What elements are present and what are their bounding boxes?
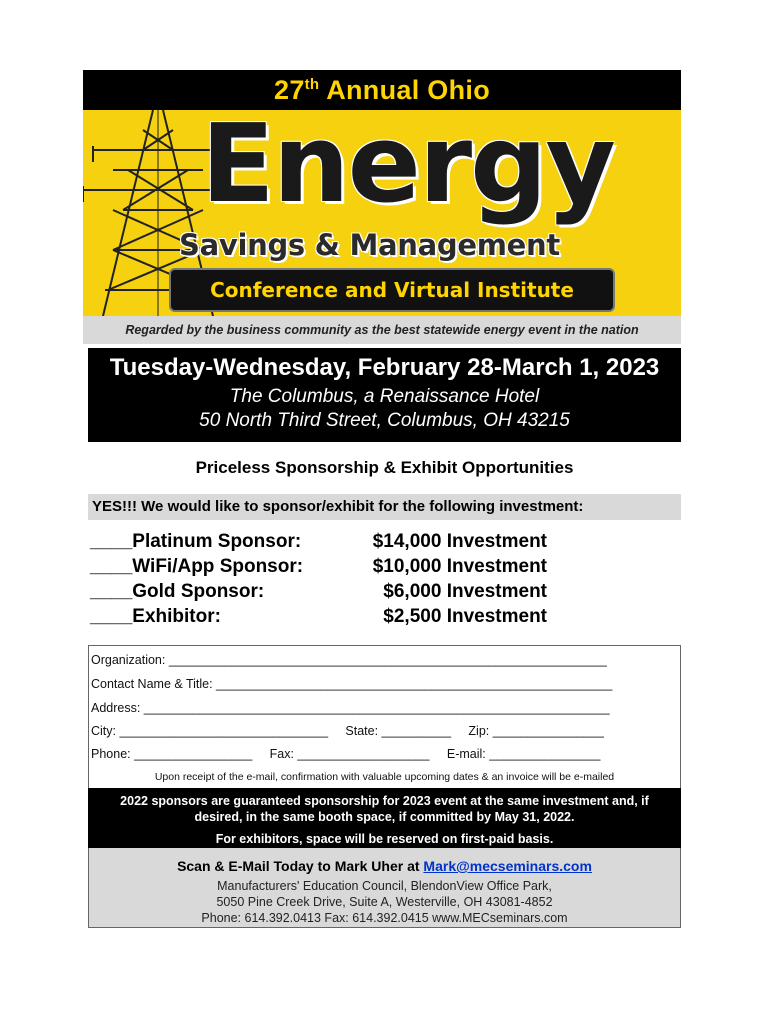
event-address: 50 North Third Street, Columbus, OH 43215 bbox=[199, 410, 570, 431]
city-state-zip-field[interactable]: City: ______________________________ State: __________ Zip: ________________ bbox=[91, 724, 604, 738]
tier-wifi-app-checkbox[interactable]: ____WiFi/App Sponsor: bbox=[90, 556, 304, 577]
tier-wifi-app-amount: $10,000 Investment bbox=[372, 556, 547, 577]
conference-subtitle-box bbox=[171, 270, 613, 310]
sponsor-notice bbox=[88, 788, 681, 848]
tier-platinum-checkbox[interactable]: ____Platinum Sponsor: bbox=[90, 531, 302, 552]
tier-exhibitor-amount: $2,500 Investment bbox=[383, 606, 547, 627]
opportunities-heading: Priceless Sponsorship & Exhibit Opportunities bbox=[195, 458, 574, 477]
contact-box bbox=[88, 848, 681, 928]
tagline: Regarded by the business community as the best statewide energy event in the nation bbox=[125, 323, 639, 337]
receipt-note: Upon receipt of the e-mail, confirmation with valuable upcoming dates & an invoice will be e-mailed bbox=[154, 771, 615, 783]
conference-title: 27th Annual Ohio bbox=[274, 74, 490, 105]
tagline-bar bbox=[83, 316, 681, 344]
event-venue: The Columbus, a Renaissance Hotel bbox=[229, 386, 540, 407]
tier-exhibitor-checkbox[interactable]: ____Exhibitor: bbox=[90, 606, 221, 627]
notice-line: 2022 sponsors are guaranteed sponsorship for 2023 event at the same investment and, if bbox=[120, 794, 649, 808]
registration-form bbox=[88, 645, 681, 788]
event-info-box bbox=[88, 348, 681, 442]
tier-gold-checkbox[interactable]: ____Gold Sponsor: bbox=[90, 581, 265, 602]
notice-line: desired, in the same booth space, if committed by May 31, 2022. bbox=[194, 810, 575, 824]
savings-management-wordmark: Savings & Management bbox=[179, 228, 560, 262]
email-link[interactable]: Mark@mecseminars.com bbox=[423, 858, 592, 874]
energy-logo-banner bbox=[83, 110, 681, 316]
organization-field[interactable]: Organization: _______________________________________________________________ bbox=[91, 653, 607, 667]
notice-line: For exhibitors, space will be reserved on first-paid basis. bbox=[215, 832, 554, 846]
tier-gold-amount: $6,000 Investment bbox=[383, 581, 547, 602]
scan-prefix: Scan & E-Mail Today to Mark Uher at bbox=[177, 858, 424, 874]
yes-statement: YES!!! We would like to sponsor/exhibit for the following investment: bbox=[92, 498, 584, 515]
phone-fax-email-field[interactable]: Phone: _________________ Fax: ___________________ E-mail: ________________ bbox=[91, 747, 601, 761]
phone-web-line: Phone: 614.392.0413 Fax: 614.392.0415 www.MECseminars.com bbox=[201, 911, 568, 925]
street-line: 5050 Pine Creek Drive, Suite A, Westerville, OH 43081-4852 bbox=[216, 895, 553, 909]
energy-wordmark: Energy bbox=[201, 110, 614, 227]
organization-line: Manufacturers' Education Council, BlendonView Office Park, bbox=[217, 879, 552, 893]
contact-name-field[interactable]: Contact Name & Title: _________________________________________________________ bbox=[91, 677, 613, 691]
tier-platinum-amount: $14,000 Investment bbox=[372, 531, 547, 552]
conference-subtitle: Conference and Virtual Institute bbox=[210, 278, 574, 302]
header-title-bar bbox=[83, 70, 681, 110]
address-field[interactable]: Address: ___________________________________________________________________ bbox=[91, 701, 610, 715]
scan-email-line bbox=[89, 858, 680, 874]
event-date: Tuesday-Wednesday, February 28-March 1, 2023 bbox=[109, 354, 660, 381]
yes-bar bbox=[88, 494, 681, 520]
